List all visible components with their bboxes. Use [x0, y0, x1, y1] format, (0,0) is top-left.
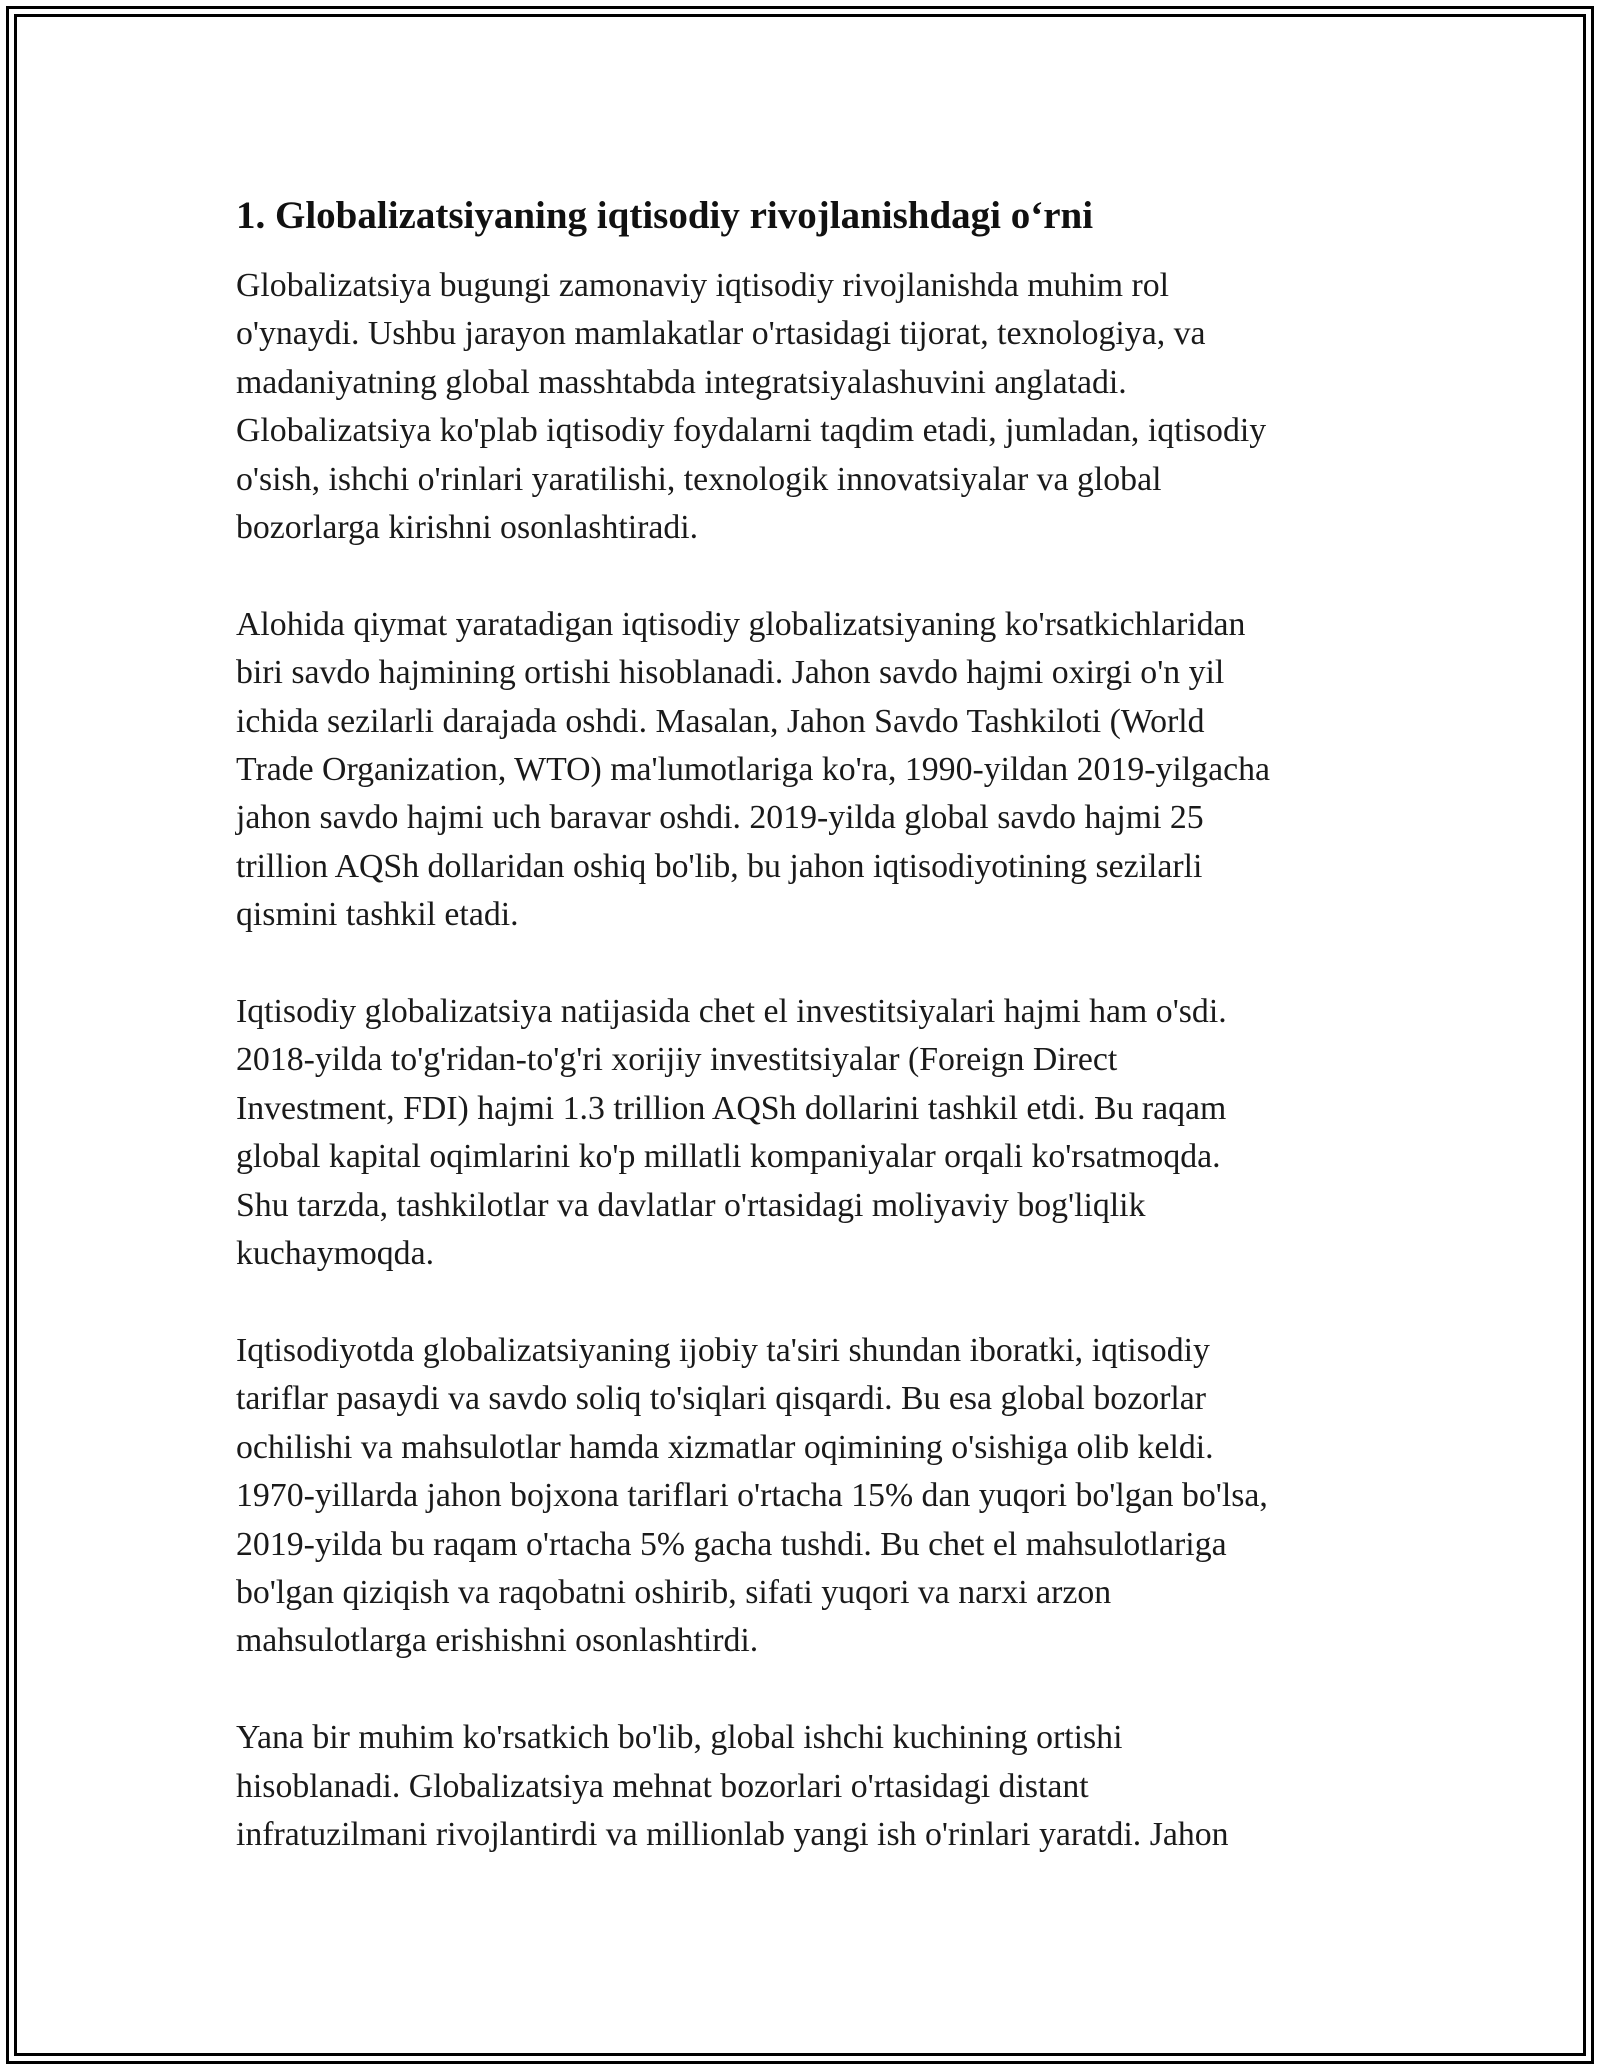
text-line: Globalizatsiya ko'plab iqtisodiy foydalarni taqdim etadi, jumladan, iqtisodiy [236, 412, 1267, 450]
text-line: madaniyatning global masshtabda integratsiyalashuvini anglatadi. [236, 363, 1127, 401]
text-line: jahon savdo hajmi uch baravar oshdi. 2019-yilda global savdo hajmi 25 [236, 799, 1204, 837]
text-line: Trade Organization, WTO) ma'lumotlariga ko'ra, 1990-yildan 2019-yilgacha [236, 751, 1270, 789]
text-line: o'sish, ishchi o'rinlari yaratilishi, texnologik innovatsiyalar va global [236, 460, 1162, 498]
text-line: Globalizatsiya bugungi zamonaviy iqtisodiy rivojlanishda muhim rol [236, 267, 1170, 304]
text-line: hisoblanadi. Globalizatsiya mehnat bozorlari o'rtasidagi distant [236, 1767, 1089, 1805]
text-line: mahsulotlarga erishishni osonlashtirdi. [236, 1622, 759, 1660]
text-line: trillion AQSh dollaridan oshiq bo'lib, bu jahon iqtisodiyotining sezilarli [236, 847, 1203, 885]
paragraph-1 [236, 262, 1386, 552]
text-line: Iqtisodiy globalizatsiya natijasida chet el investitsiyalari hajmi ham o'sdi. [236, 993, 1227, 1031]
text-line: ichida sezilarli darajada oshdi. Masalan, Jahon Savdo Tashkiloti (World [236, 702, 1205, 740]
paragraph-5 [236, 1714, 1386, 1859]
text-line: ochilishi va mahsulotlar hamda xizmatlar oqimining o'sishiga olib keldi. [236, 1428, 1214, 1466]
paragraph-4 [236, 1327, 1386, 1666]
text-line: global kapital oqimlarini ko'p millatli kompaniyalar orqali ko'rsatmoqda. [236, 1138, 1221, 1176]
text-line: qismini tashkil etadi. [236, 896, 519, 934]
text-line: Investment, FDI) hajmi 1.3 trillion AQSh dollarini tashkil etdi. Bu raqam [236, 1089, 1227, 1127]
text-line: infratuzilmani rivojlantirdi va millionlab yangi ish o'rinlari yaratdi. Jahon [236, 1815, 1229, 1853]
document-body [236, 188, 1386, 1859]
text-line: bozorlarga kirishni osonlashtiradi. [236, 509, 699, 547]
text-line: 2019-yilda bu raqam o'rtacha 5% gacha tushdi. Bu chet el mahsulotlariga [236, 1525, 1227, 1563]
section-heading: 1. Globalizatsiyaning iqtisodiy rivojlanishdagi o‘rni [236, 194, 1094, 237]
text-line: Shu tarzda, tashkilotlar va davlatlar o'rtasidagi moliyaviy bog'liqlik [236, 1186, 1146, 1224]
paragraph-2 [236, 601, 1386, 940]
text-line: bo'lgan qiziqish va raqobatni oshirib, sifati yuqori va narxi arzon [236, 1573, 1112, 1611]
text-line: tariflar pasaydi va savdo soliq to'siqlari qisqardi. Bu esa global bozorlar [236, 1380, 1206, 1418]
text-line: Yana bir muhim ko'rsatkich bo'lib, global ishchi kuchining ortishi [236, 1719, 1123, 1757]
text-line: Alohida qiymat yaratadigan iqtisodiy globalizatsiyaning ko'rsatkichlaridan [236, 605, 1246, 643]
text-line: biri savdo hajmining ortishi hisoblanadi. Jahon savdo hajmi oxirgi o'n yil [236, 654, 1225, 692]
text-line: 1970-yillarda jahon bojxona tariflari o'rtacha 15% dan yuqori bo'lgan bo'lsa, [236, 1477, 1268, 1515]
text-line: kuchaymoqda. [236, 1235, 435, 1273]
text-line: Iqtisodiyotda globalizatsiyaning ijobiy ta'siri shundan iboratki, iqtisodiy [236, 1331, 1210, 1369]
text-line: 2018-yilda to'g'ridan-to'g'ri xorijiy investitsiyalar (Foreign Direct [236, 1041, 1118, 1079]
paragraph-3 [236, 988, 1386, 1278]
text-line: o'ynaydi. Ushbu jarayon mamlakatlar o'rtasidagi tijorat, texnologiya, va [236, 315, 1206, 353]
